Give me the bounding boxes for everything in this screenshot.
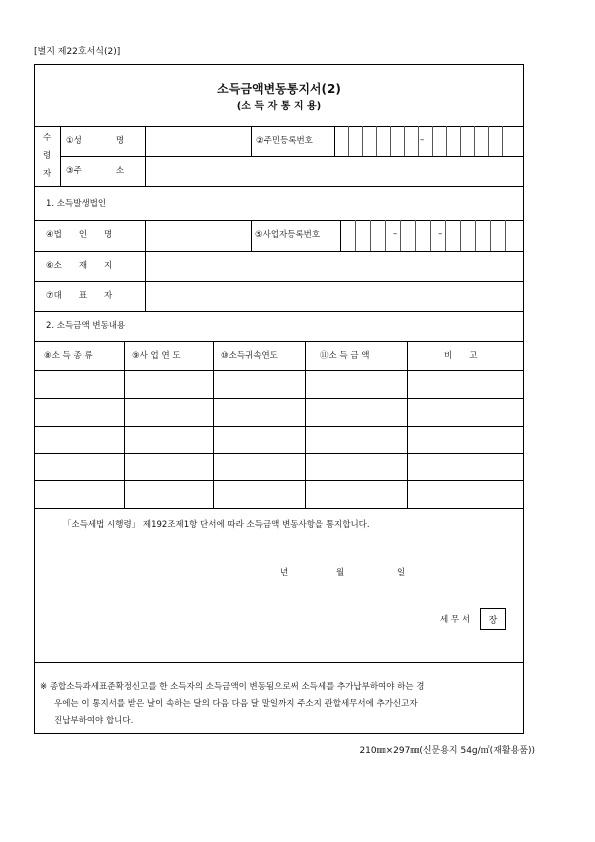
- col-remarks: 비 고: [444, 351, 478, 361]
- recipient-side-label: 령: [43, 151, 52, 161]
- biz-cell-divider: [355, 220, 356, 251]
- divider-recipient-mid: [60, 156, 524, 157]
- biz-label-divider: [340, 220, 341, 251]
- footnote-divider: [34, 662, 524, 663]
- divider-recipient-end: [34, 186, 524, 187]
- biz-cell-divider: [370, 220, 371, 251]
- location-label: ⑥소 재 지: [46, 261, 113, 271]
- table-col-divider: [407, 341, 408, 508]
- biz-cell-divider: [415, 220, 416, 251]
- name-label: ①성 명: [66, 136, 125, 146]
- id-cell-divider: [446, 126, 447, 156]
- biz-reg-no-label: ⑤사업자등록번호: [255, 230, 321, 240]
- col-attribution-year: ⑩소득귀속연도: [221, 351, 278, 361]
- table-row-line: [34, 426, 524, 427]
- footnote-line: 진납부하여야 합니다.: [54, 716, 134, 726]
- id-cell-divider: [474, 126, 475, 156]
- divider-section1: [34, 220, 524, 221]
- date-year-label: 년: [280, 568, 289, 578]
- divider-section2: [34, 341, 524, 342]
- address-label: ③주 소: [66, 166, 125, 176]
- form-number-label: [별지 제22호서식(2)]: [34, 47, 121, 57]
- recipient-side-label: 수: [43, 133, 52, 143]
- recipient-side-divider: [60, 126, 61, 186]
- biz-cell-divider: [475, 220, 476, 251]
- resident-id-dash: –: [420, 135, 425, 145]
- id-cell-divider: [460, 126, 461, 156]
- table-row-line: [34, 453, 524, 454]
- id-cell-divider: [390, 126, 391, 156]
- divider-title: [34, 126, 524, 127]
- corp-name-label: ④법 인 명: [46, 230, 113, 240]
- resident-id-label: ②주민등록번호: [256, 136, 313, 146]
- id-cell-divider: [488, 126, 489, 156]
- id-cell-divider: [432, 126, 433, 156]
- divider-rep-row: [34, 311, 524, 312]
- biz-cell-divider: [505, 220, 506, 251]
- section2-heading: 2. 소득금액 변동내용: [46, 321, 126, 331]
- id-cell-divider: [348, 126, 349, 156]
- col-income-amount: ⑪소 득 금 액: [320, 351, 370, 361]
- paper-spec-footer: 210㎜×297㎜(신문용지 54g/㎡(재활용품)): [359, 746, 535, 756]
- divider-location-row: [34, 281, 524, 282]
- biz-reg-dash: –: [438, 229, 443, 239]
- id-label-divider: [334, 126, 335, 156]
- biz-cell-divider: [460, 220, 461, 251]
- id-cell-divider: [502, 126, 503, 156]
- notice-text: 「소득세법 시행령」 제192조제1항 단서에 따라 소득금액 변동사항을 통지합니다.: [63, 520, 370, 530]
- col-business-year: ⑨사 업 연 도: [132, 351, 181, 361]
- id-cell-divider: [376, 126, 377, 156]
- table-row-line: [34, 398, 524, 399]
- col-income-type: ⑧소 득 종 류: [44, 351, 93, 361]
- form-frame: [34, 64, 524, 734]
- section1-heading: 1. 소득발생법인: [46, 199, 107, 209]
- footnote-line: 우에는 이 통지서를 받은 날이 속하는 달의 다음 다음 달 말일까지 주소지 관할세무서에 추가신고자: [54, 699, 418, 709]
- table-bottom: [34, 508, 524, 509]
- recipient-label-divider: [145, 126, 146, 186]
- tax-office-label: 세 무 서: [440, 615, 471, 625]
- table-col-divider: [213, 341, 214, 508]
- biz-cell-divider: [445, 220, 446, 251]
- biz-cell-divider: [490, 220, 491, 251]
- table-col-divider: [124, 341, 125, 508]
- id-cell-divider: [418, 126, 419, 156]
- recipient-name-divider: [251, 126, 252, 156]
- seal-box: 장: [480, 608, 506, 630]
- form-subtitle: (소 득 자 통 지 용): [236, 101, 322, 112]
- id-cell-divider: [362, 126, 363, 156]
- biz-cell-divider: [385, 220, 386, 251]
- table-header-bottom: [34, 370, 524, 371]
- corp-name-divider: [251, 220, 252, 251]
- biz-cell-divider: [400, 220, 401, 251]
- representative-label: ⑦대 표 자: [46, 291, 113, 301]
- date-month-label: 월: [336, 568, 345, 578]
- form-title: 소득금액변동통지서(2): [217, 82, 341, 96]
- date-day-label: 일: [397, 568, 406, 578]
- id-cell-divider: [404, 126, 405, 156]
- biz-cell-divider: [430, 220, 431, 251]
- divider-corp-row: [34, 251, 524, 252]
- corp-label-divider: [145, 220, 146, 311]
- table-col-divider: [305, 341, 306, 508]
- footnote-line: ※ 종합소득과세표준확정신고를 한 소득자의 소득금액이 변동됨으로써 소득세를 추가납부하여야 하는 경: [40, 682, 425, 692]
- biz-reg-dash: –: [393, 229, 398, 239]
- recipient-side-label: 자: [43, 169, 52, 179]
- table-row-line: [34, 480, 524, 481]
